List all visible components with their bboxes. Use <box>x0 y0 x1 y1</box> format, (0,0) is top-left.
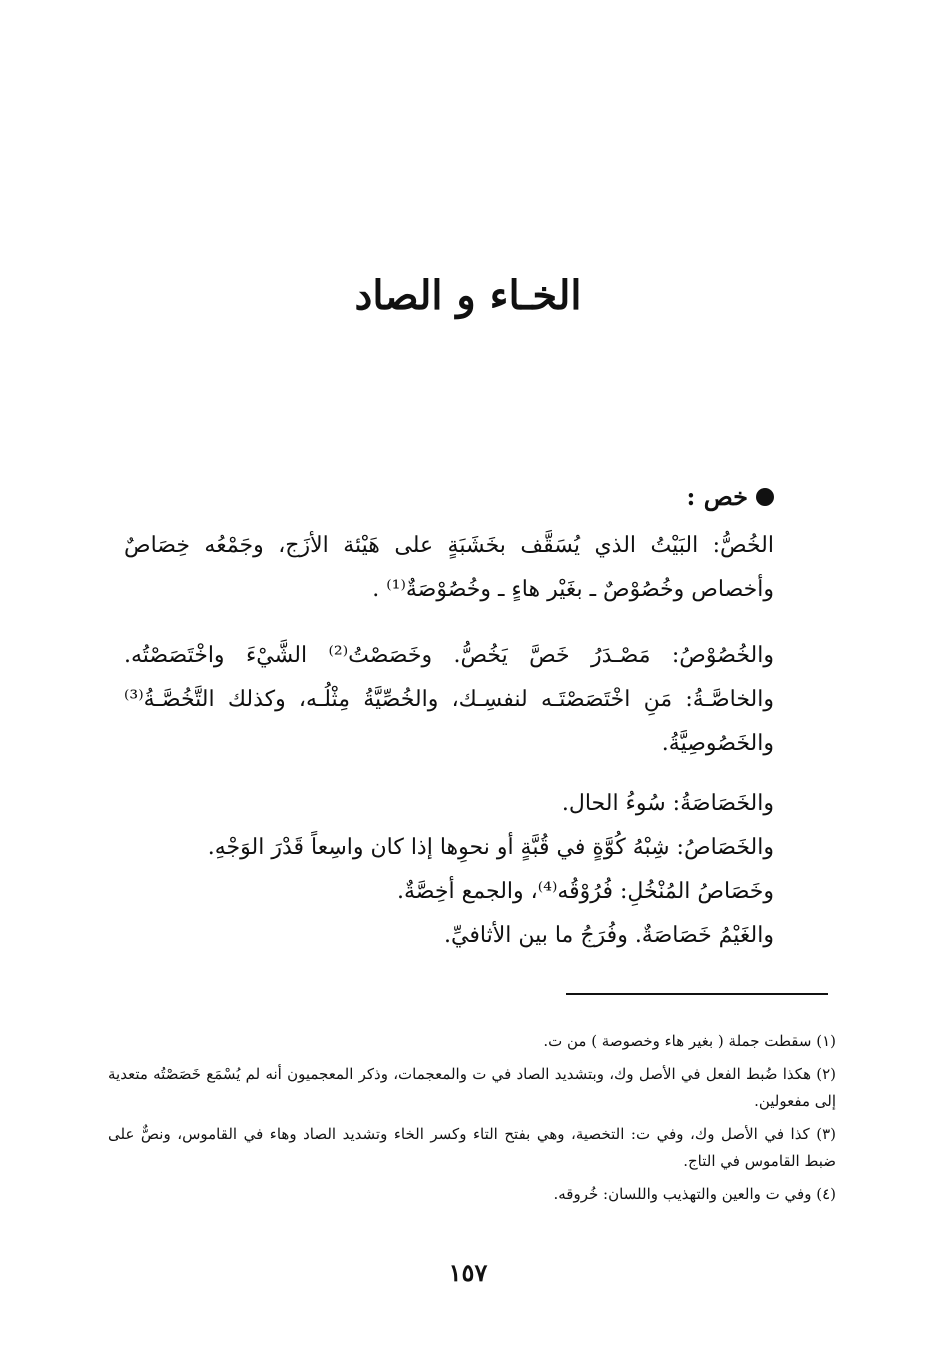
footnote: (٢) هكذا ضُبط الفعل في الأصل وك، وبتشديد الصاد في ت والمعجمات، وذكر المعجميون أنه لم يُسْمَع خَصَصْتُه متعدية إلى مفعولين. <box>108 1065 836 1110</box>
paragraph-1-text: الخُصُّ: البَيْتُ الذي يُسَقَّف بخَشَبَةٍ على هَيْئة الأزَج، وجَمْعُه خِصَاصٌ وأخصاص وخُصُوْصٌ ـ بغَيْر هاءٍ ـ وخُصُوْصَةٌ⁽¹⁾ . <box>124 533 774 602</box>
footnote: (٣) كذا في الأصل وك، وفي ت: التخصية، وهي بفتح التاء وكسر الخاء وتشديد الصاد وهاء في القاموس، ونصٌّ على ضبط القاموس في التاج. <box>108 1125 836 1170</box>
entry-heading <box>687 482 774 511</box>
paragraph-2 <box>124 634 774 766</box>
footnote: (٤) وفي ت والعين والتهذيب واللسان: خُروقه. <box>553 1185 836 1203</box>
text-line: والخَصَاصَةُ: سُوءُ الحال. <box>561 791 774 816</box>
text-line: وخَصَاصُ المُنْخُلِ: فُرُوْقُه⁽⁴⁾، والجمع أخِصَّةٌ. <box>397 879 774 904</box>
text-line: والغَيْمُ خَصَاصَةٌ. وفُرَجُ ما بين الأثافيِّ. <box>444 923 774 948</box>
paragraph-1 <box>124 524 774 612</box>
entry-heading-text: خص : <box>686 482 748 511</box>
paragraph-2-text: والخُصُوْصُ: مَصْـدَرُ خَصَّ يَخُصُّ. وخَصَصْتُ⁽²⁾ الشَّيْءَ واخْتَصَصْتُه. والخاصَّـةُ: مَنِ اخْتَصَصْتَـه لنفسِـك، والخُصِّيَّةُ مِثْلُـه، وكذلك التَّخُصَّـةُ⁽³⁾ والخَصُوصِيَّةُ. <box>124 643 774 756</box>
footnote: (١) سقطت جملة ( بغير هاء وخصوصة ) من ت. <box>543 1032 836 1050</box>
text-line: والخَصَاصُ: شِبْهُ كُوَّةٍ في قُبَّةٍ أو نحوِها إذا كان واسِعاً قَدْرَ الوَجْهِ. <box>207 835 774 860</box>
footnote-divider <box>566 993 828 995</box>
footnotes <box>108 1028 836 1214</box>
bullet-icon <box>756 488 774 506</box>
page-number: ١٥٧ <box>448 1258 488 1287</box>
chapter-title: الخـاء و الصاد <box>354 272 582 319</box>
